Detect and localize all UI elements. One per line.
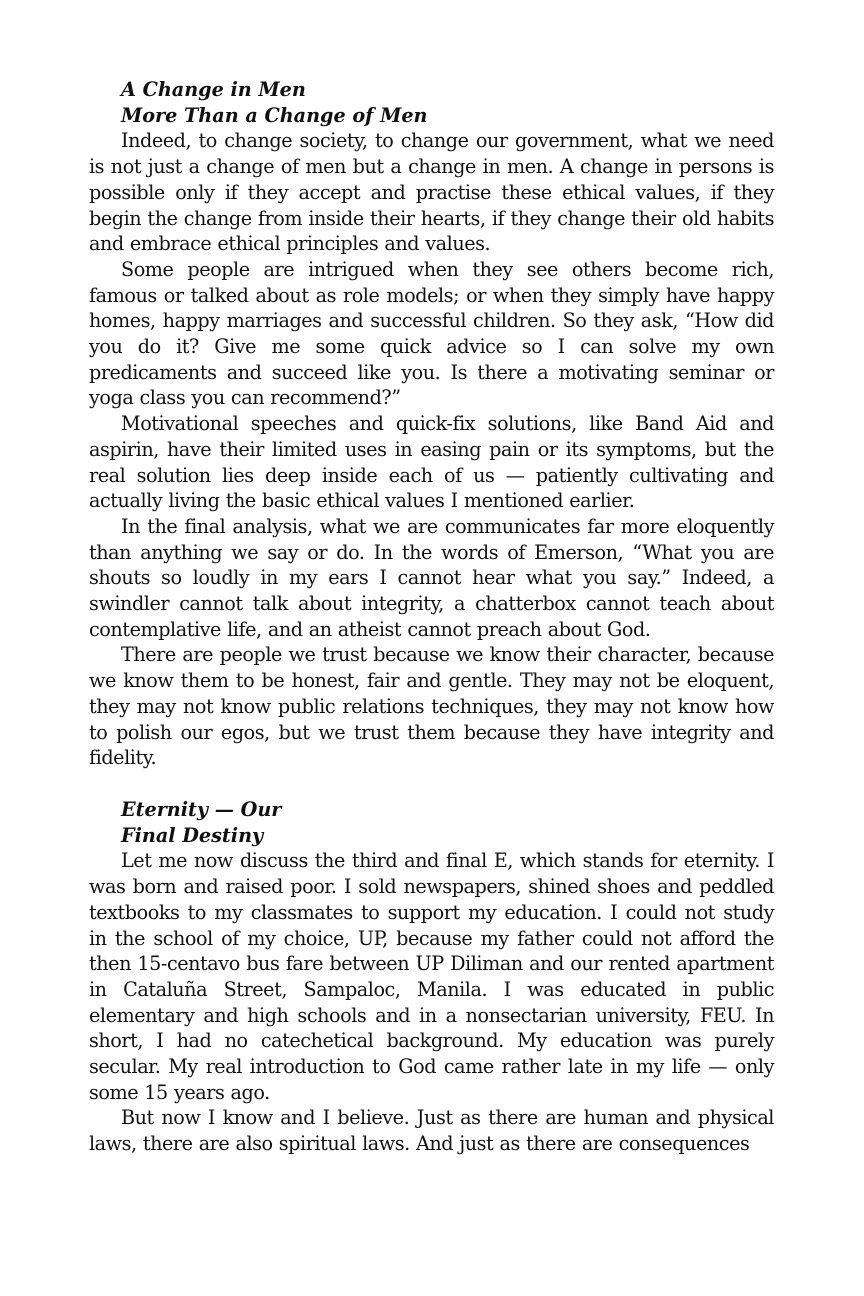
section-heading-line-1: A Change in Men — [121, 78, 306, 101]
book-page — [89, 77, 774, 1157]
body-paragraph: There are people we trust because we know their character, because we know them to be honest, fair and gentle. They may not be eloquent, they may not know public relations techniques, they may not know how to polish our egos, but we trust them because they have integrity and fidelity. — [89, 643, 774, 770]
body-paragraph: But now I know and I believe. Just as there are human and physical laws, there are also spiritual laws. And just as there are consequences — [89, 1106, 774, 1156]
body-paragraph: Indeed, to change society, to change our government, what we need is not just a change of men but a change in men. A change in persons is possible only if they accept and practise these ethical values, if they begin the change from inside their hearts, if they change their old habits and embrace ethical principles and values. — [89, 129, 774, 256]
body-paragraph: Let me now discuss the third and final E, which stands for eternity. I was born and raised poor. I sold newspapers, shined shoes and peddled textbooks to my classmates to support my education. I could not study in the school of my choice, UP, because my father could not afford the then 15-centavo bus fare between UP Diliman and our rented apartment in Cataluña Street, Sampaloc, Manila. I was educated in public elementary and high schools and in a nonsectarian university, FEU. In short, I had no catechetical background. My education was purely secular. My real introduction to God came rather late in my life — only some 15 years ago. — [89, 849, 774, 1104]
section-spacer — [89, 771, 774, 797]
section-eternity — [89, 797, 774, 1157]
body-paragraph: In the final analysis, what we are communicates far more eloquently than anything we say or do. In the words of Emerson, “What you are shouts so loudly in my ears I cannot hear what you say.” Indeed, a swindler cannot talk about integrity, a chatterbox cannot teach about contemplative life, and an atheist cannot preach about God. — [89, 514, 774, 641]
section-heading-line-2: Final Destiny — [121, 823, 264, 847]
section-heading-line-2: More Than a Change of Men — [121, 103, 428, 127]
body-paragraph: Some people are intrigued when they see others become rich, famous or talked about as role models; or when they simply have happy homes, happy marriages and successful children. So they ask, “How did you do it? Give me some quick advice so I can solve my own predicaments and succeed like you. Is there a motivating seminar or yoga class you can recommend?” — [89, 257, 774, 410]
section-change-in-men — [89, 77, 774, 771]
body-paragraph: Motivational speeches and quick-fix solutions, like Band Aid and aspirin, have their limited uses in easing pain or its symptoms, but the real solution lies deep inside each of us — patiently cultivating and actually living the basic ethical values I mentioned earlier. — [89, 412, 774, 513]
section-heading-line-1: Eternity — Our — [121, 797, 282, 821]
